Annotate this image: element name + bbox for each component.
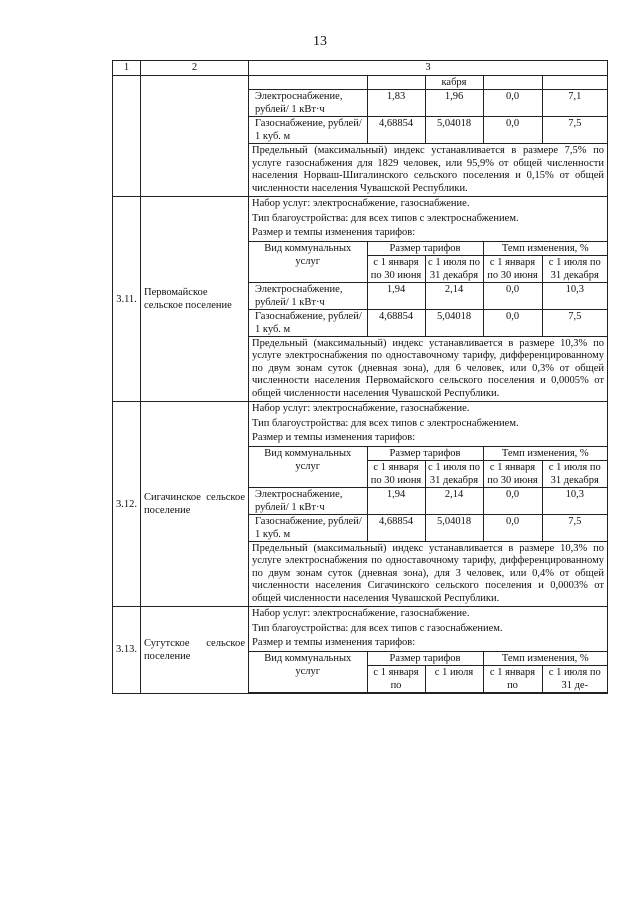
header-col-3: 3 (249, 61, 608, 76)
service-type-header: Вид коммунальных услуг (249, 241, 367, 282)
period-header: с 1 января по (483, 665, 542, 692)
row-number: 3.11. (113, 197, 141, 402)
services-set: Набор услуг: электроснабжение, газоснабжение. (252, 403, 470, 414)
table-row: Электроснабжение, рублей/ 1 кВт·ч 1,94 2,14 0,0 10,3 (249, 282, 607, 309)
settlement-name: Сугутское сельское поселение (141, 607, 249, 694)
index-note: Предельный (максимальный) индекс устанавливается в размере 10,3% по услуге электроснабжения по одноставочному тарифу, дифференцированному по двум зонам суток (дневная зона), для 6 человек, или 0,3% от общей численности населения Первомайского сельского поселения и 0,0005% от общей численности населения Чувашской Республики. (252, 337, 604, 399)
service-label: Газоснабжение, рублей/ 1 куб. м (249, 117, 367, 144)
table-row (249, 76, 607, 90)
settlement-name: Первомайское сельское поселение (141, 197, 249, 402)
table-row: Газоснабжение, рублей/ 1 куб. м 4,68854 5,04018 0,0 7,5 (249, 514, 607, 541)
table-row: Электроснабжение, рублей/ 1 кВт·ч 1,94 2,14 0,0 10,3 (249, 487, 607, 514)
size-title: Размер и темпы изменения тарифов: (252, 637, 416, 648)
tariff-subtable (249, 76, 607, 144)
services-set: Набор услуг: электроснабжение, газоснабжение. (252, 608, 470, 619)
services-set: Набор услуг: электроснабжение, газоснабжение. (252, 198, 470, 209)
page-number: 13 (313, 34, 327, 49)
tariff-size-header: Размер тарифов (367, 651, 483, 665)
tariff-size-header: Размер тарифов (367, 241, 483, 255)
table-row (113, 197, 608, 402)
period-header: с 1 января по (367, 665, 425, 692)
service-label: Электроснабжение, рублей/ 1 кВт·ч (249, 90, 367, 117)
service-type-header: Вид коммунальных услуг (249, 651, 367, 692)
period-header: с 1 июля по 31 декабря (425, 460, 483, 487)
service-label: Газоснабжение, рублей/ 1 куб. м (249, 309, 367, 336)
row-number: 3.13. (113, 607, 141, 694)
table-row (113, 607, 608, 694)
change-rate-header: Темп изменения, % (483, 446, 607, 460)
settlement-name: Сигачинское сельское поселение (141, 402, 249, 607)
period-header: с 1 июля по 31 де- (542, 665, 607, 692)
table-row (113, 76, 608, 197)
table-row (113, 402, 608, 607)
amenity-type: Тип благоустройства: для всех типов с электроснабжением. (252, 212, 519, 224)
period-header: с 1 января по 30 июня (367, 460, 425, 487)
header-col-2: 2 (141, 61, 249, 76)
change-rate-header: Темп изменения, % (483, 241, 607, 255)
table-row: Газоснабжение, рублей/ 1 куб. м 4,68854 5,04018 0,0 7,5 (249, 309, 607, 336)
header-col-1: 1 (113, 61, 141, 76)
period-header: с 1 июля по 31 декабря (425, 255, 483, 282)
size-title: Размер и темпы изменения тарифов: (252, 432, 416, 443)
service-type-header: Вид коммунальных услуг (249, 446, 367, 487)
period-header: с 1 января по 30 июня (367, 255, 425, 282)
tariff-table (112, 60, 608, 694)
period-header: с 1 января по 30 июня (483, 255, 542, 282)
tariff-size-header: Размер тарифов (367, 446, 483, 460)
continued-cell: кабря (425, 76, 483, 90)
service-label: Электроснабжение, рублей/ 1 кВт·ч (249, 487, 367, 514)
service-label: Газоснабжение, рублей/ 1 куб. м (249, 514, 367, 541)
table-row: Электроснабжение, рублей/ 1 кВт·ч 1,83 1,96 0,0 7,1 (249, 90, 607, 117)
index-note: Предельный (максимальный) индекс устанавливается в размере 10,3% по услуге электроснабжения по одноставочному тарифу, дифференцированному по двум зонам суток (дневная зона), для 3 человек, или 0,4% от общей численности населения Сигачинского сельского поселения и 0,0003% от общей численности населения Чувашской Республики. (252, 542, 604, 604)
size-title: Размер и темпы изменения тарифов: (252, 227, 416, 238)
table-row: Газоснабжение, рублей/ 1 куб. м 4,68854 5,04018 0,0 7,5 (249, 117, 607, 144)
change-rate-header: Темп изменения, % (483, 651, 607, 665)
amenity-type: Тип благоустройства: для всех типов с газоснабжением. (252, 622, 503, 634)
period-header: с 1 июля по 31 декабря (542, 255, 607, 282)
row-number: 3.12. (113, 402, 141, 607)
table-header-row (113, 61, 608, 76)
period-header: с 1 июля (425, 665, 483, 692)
tariff-subtable (249, 241, 607, 337)
tariff-subtable (249, 651, 607, 693)
index-note: Предельный (максимальный) индекс устанавливается в размере 7,5% по услуге газоснабжения для 1829 человек, или 95,9% от общей численности населения Норваш-Шигалинского сельского поселения и 0,15% от общей численности населения Чувашской Республики. (252, 145, 604, 194)
service-label: Электроснабжение, рублей/ 1 кВт·ч (249, 282, 367, 309)
period-header: с 1 января по 30 июня (483, 460, 542, 487)
amenity-type: Тип благоустройства: для всех типов с электроснабжением. (252, 417, 519, 429)
tariff-subtable (249, 446, 607, 542)
period-header: с 1 июля по 31 декабря (542, 460, 607, 487)
